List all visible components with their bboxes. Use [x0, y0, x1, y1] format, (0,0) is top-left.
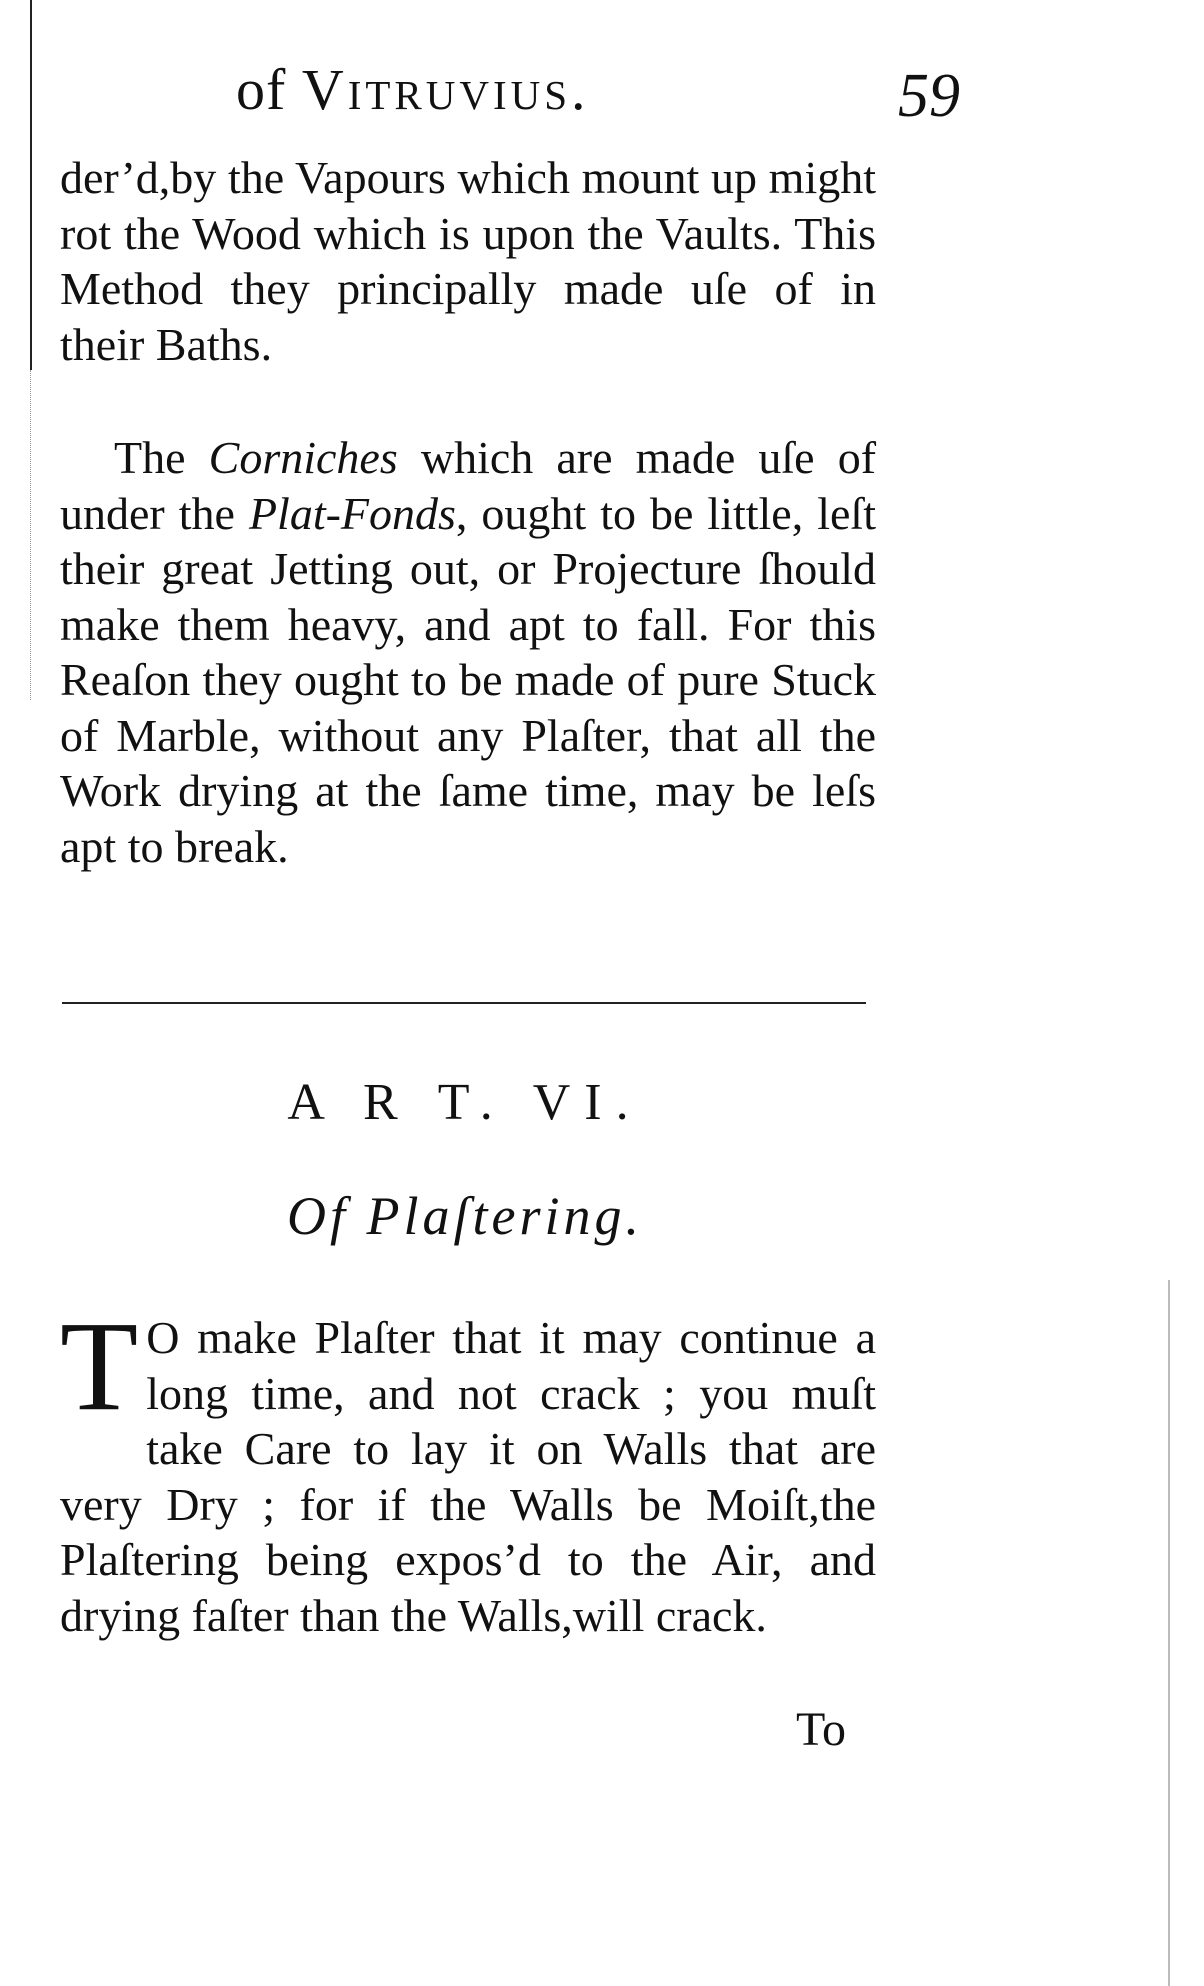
page-header [60, 50, 1000, 130]
page-edge-left-dotted [30, 370, 32, 700]
catchword: To [796, 1703, 846, 1756]
drop-cap: T [60, 1295, 139, 1437]
running-title [236, 50, 590, 130]
italic-term-corniches: Corniches [208, 432, 398, 483]
running-title-name: Vitruvius. [301, 57, 590, 122]
running-title-prefix: of [236, 57, 302, 122]
paragraph-continuation: der’d,by the Vapours which mount up might rot the Wood which is upon the Vaults. This Method they principally made uſe of in their Baths. [60, 152, 876, 370]
paragraph-plastering [60, 1295, 876, 1643]
paragraph-text: , ought to be little, leſt their great Jetting out, or Projecture ſhould make them heavy, and apt to fall. For this Reaſon they ought to be made of pure Stuck of Marble, without any Plaſter, that all the Work drying at the ſame time, may be leſs apt to break. [60, 487, 876, 872]
page-number: 59 [898, 62, 960, 130]
article-subtitle: Of Plaſtering. [287, 1186, 643, 1246]
page-edge-right [1168, 1280, 1170, 1986]
section-divider [62, 1002, 866, 1004]
paragraph-text: O make Plaſter that it may continue a long time, and not crack ; you muſt take Care to lay it on Walls that are very Dry ; for if the Walls be Moiſt,the Plaſtering being expos’d to the Air, and drying faſter than the Walls,will crack. [60, 1312, 876, 1641]
paragraph-corniches [60, 430, 876, 874]
article-heading: A R T. VI. [287, 1074, 643, 1131]
paragraph-text: The [114, 432, 209, 483]
paragraph-text: which are made uſe of under the [60, 432, 877, 539]
page-edge-left [30, 0, 32, 370]
italic-term-plat-fonds: Plat-Fonds [248, 487, 456, 539]
